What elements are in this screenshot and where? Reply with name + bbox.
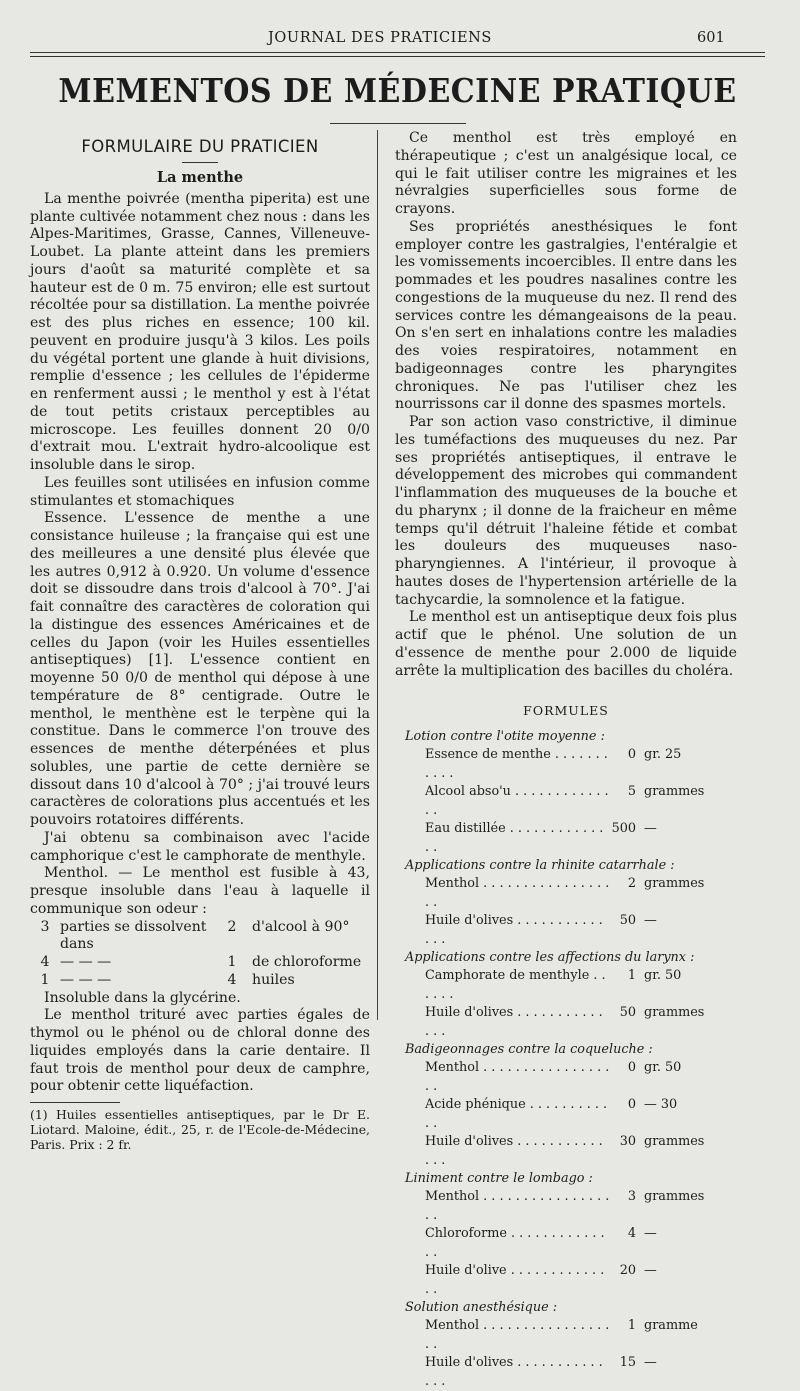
paragraph: Menthol. — Le menthol est fusible à 43, presque insoluble dans l'eau à laquelle il communique son odeur : [30, 865, 370, 917]
article-subtitle: La menthe [156, 169, 244, 186]
paragraph: J'ai obtenu sa combinaison avec l'acide camphorique c'est le camphorate de menthyle. [30, 829, 370, 864]
formula-row: Menthol . . . . . . . . . . . . . . . . . . 2 grammes [425, 876, 705, 910]
header-rule-thin [30, 56, 765, 57]
dissolution-row: 1 — — — 4 huiles [40, 971, 295, 988]
formula-row: Acide phénique . . . . . . . . . . . . 0 — 30 [425, 1097, 678, 1131]
section-title: FORMULAIRE DU PRATICIEN [81, 137, 319, 156]
paragraph: Insoluble dans la glycérine. [44, 989, 241, 1006]
formula-row: Chloroforme . . . . . . . . . . . . . . 4 — [425, 1226, 657, 1260]
formulas-section [395, 702, 737, 1391]
dissolution-row: 3 parties se dissolvent dans 2 d'alcool à 90° [40, 918, 350, 953]
formula-row: Essence de menthe . . . . . . . . . . . 0 gr. 25 [425, 747, 682, 781]
formula-row: Menthol . . . . . . . . . . . . . . . . . . 0 gr. 50 [425, 1060, 682, 1094]
paragraph: Les feuilles sont utilisées en infusion comme stimulantes et stomachiques [30, 474, 370, 509]
dissolution-row: 4 — — — 1 de chloroforme [40, 954, 362, 970]
formula-row: Camphorate de menthyle . . . . . . 1 gr. 50 [425, 968, 682, 1002]
formula-row: Huile d'olives . . . . . . . . . . . . . . 50 — [425, 913, 657, 947]
formula-row: Huile d'olives . . . . . . . . . . . . . . 50 grammes [425, 1005, 705, 1039]
paragraph: Par son action vaso constrictive, il diminue les tuméfactions des muqueuses du nez. Par ses propriétés antiseptiques, il entrave le développement des microbes qui commandent l'inflammation des muqueuses de la bouche et du pharynx ; il donne de la fraicheur en même temps qu'il détruit l'haleine fétide et combat les douleurs des muqueuses naso-pharyngiennes. A l'intérieur, il provoque à hautes doses de l'hypertension artérielle de la tachycardie, la somnolence et la fatigue. [395, 414, 737, 608]
paragraph: Ce menthol est très employé en thérapeutique ; c'est un analgésique local, ce qui le fait utiliser contre les migraines et les névralgies superficielles sous forme de crayons. [395, 130, 737, 217]
formula-row: Eau distillée . . . . . . . . . . . . . . 500 — [425, 821, 657, 855]
formula-row: Huile d'olive . . . . . . . . . . . . . . 20 — [425, 1263, 657, 1297]
formula-row: Huile d'olives . . . . . . . . . . . . . . 15 — [425, 1355, 657, 1389]
formula-title: Applications contre la rhinite catarrhale : [405, 858, 675, 873]
formula-row: Menthol . . . . . . . . . . . . . . . . . . 1 gramme [425, 1318, 698, 1352]
paragraph: Le menthol est un antiseptique deux fois plus actif que le phénol. Une solution de un d'essence de menthe pour 2.000 de liquide arrête la multiplication des bacilles du choléra. [395, 609, 737, 679]
title-divider [330, 123, 466, 124]
paragraph: La menthe poivrée (mentha piperita) est une plante cultivée notamment chez nous : dans les Alpes-Maritimes, Grasse, Cannes, Villeneuve-Loubet. La plante atteint dans les premiers jours d'août sa maturité complète et sa hauteur est de 0 m. 75 environ; elle est surtout récoltée pour sa distillation. La menthe poivrée est des plus riches en essence; 100 kil. peuvent en produire jusqu'à 3 kilos. Les poils du végétal portent une glande à huit divisions, remplie d'essence ; les cellules de l'épiderme en renferment aussi ; le menthol y est à l'état de tout petits cristaux perceptibles au microscope. Les feuilles donnent 20 0/0 d'extrait mou. L'extrait hydro-alcoolique est insoluble dans le sirop. [30, 190, 370, 473]
footnote-rule [30, 1102, 120, 1103]
left-column [30, 134, 370, 1152]
formula-title: Applications contre les affections du larynx : [405, 950, 695, 965]
formula-title: Solution anesthésique : [405, 1300, 558, 1315]
formula-title: Lotion contre l'otite moyenne : [405, 729, 605, 744]
running-header [0, 26, 800, 50]
section-divider [182, 162, 218, 163]
formula-row: Menthol . . . . . . . . . . . . . . . . . . 3 grammes [425, 1189, 705, 1223]
formulas-title: FORMULES [523, 703, 609, 719]
paragraph: Le menthol trituré avec parties égales de thymol ou le phénol ou de chloral donne des liquides employés dans la carie dentaire. Il faut trois de menthol pour deux de camphre, pour obtenir cette liquéfaction. [30, 1007, 370, 1095]
footnote: (1) Huiles essentielles antiseptiques, par le Dr E. Liotard. Maloine, édit., 25, r. de l'Ecole-de-Médecine, Paris. Prix : 2 fr. [30, 1107, 370, 1152]
formula-title: Liniment contre le lombago : [405, 1171, 593, 1186]
page-title: MEMENTOS DE MÉDECINE PRATIQUE [58, 72, 737, 111]
right-column [395, 130, 737, 1391]
paragraph: Essence. L'essence de menthe a une consistance huileuse ; la française qui est une des meilleures a une densité plus élevée que les autres 0,912 à 0.920. Un volume d'essence doit se dissoudre dans trois d'alcool à 70°. J'ai fait connaître des caractères de coloration qui la distingue des essences Américaines et de celles du Japon (voir les Huiles essentielles antiseptiques) [1]. L'essence contient en moyenne 50 0/0 de menthol qui dépose à une température de 8° centigrade. Outre le menthol, le menthène est le terpène qui la constitue. Dans le commerce l'on trouve des essences de menthe déterpénées et plus solubles, une partie de cette dernière se dissout dans 10 d'alcool à 70° ; j'ai trouvé leurs caractères de colorations plus accentués et les pouvoirs rotatoires différents. [30, 510, 370, 828]
page-number: 601 [697, 30, 725, 46]
dissolution-table [30, 919, 370, 990]
journal-title: JOURNAL DES PRATICIENS [268, 30, 492, 46]
paragraph: Ses propriétés anesthésiques le font employer contre les gastralgies, l'entéralgie et les vomissements incoercibles. Il entre dans les pommades et les poudres nasalines contre les congestions de la muqueuse du nez. Il rend des services contre les démangeaisons de la peau. On s'en sert en inhalations contre les maladies des voies respiratoires, notamment en badigeonnages contre les pharyngites chroniques. Ne pas l'utiliser chez les nourrissons car il donne des spasmes mortels. [395, 218, 737, 413]
formula-title: Badigeonnages contre la coqueluche : [405, 1042, 653, 1057]
header-rule [30, 52, 765, 53]
formula-row: Huile d'olives . . . . . . . . . . . . . . 30 grammes [425, 1134, 705, 1168]
column-divider [377, 130, 378, 1020]
formula-row: Alcool abso'u . . . . . . . . . . . . . . 5 grammes [425, 784, 705, 818]
